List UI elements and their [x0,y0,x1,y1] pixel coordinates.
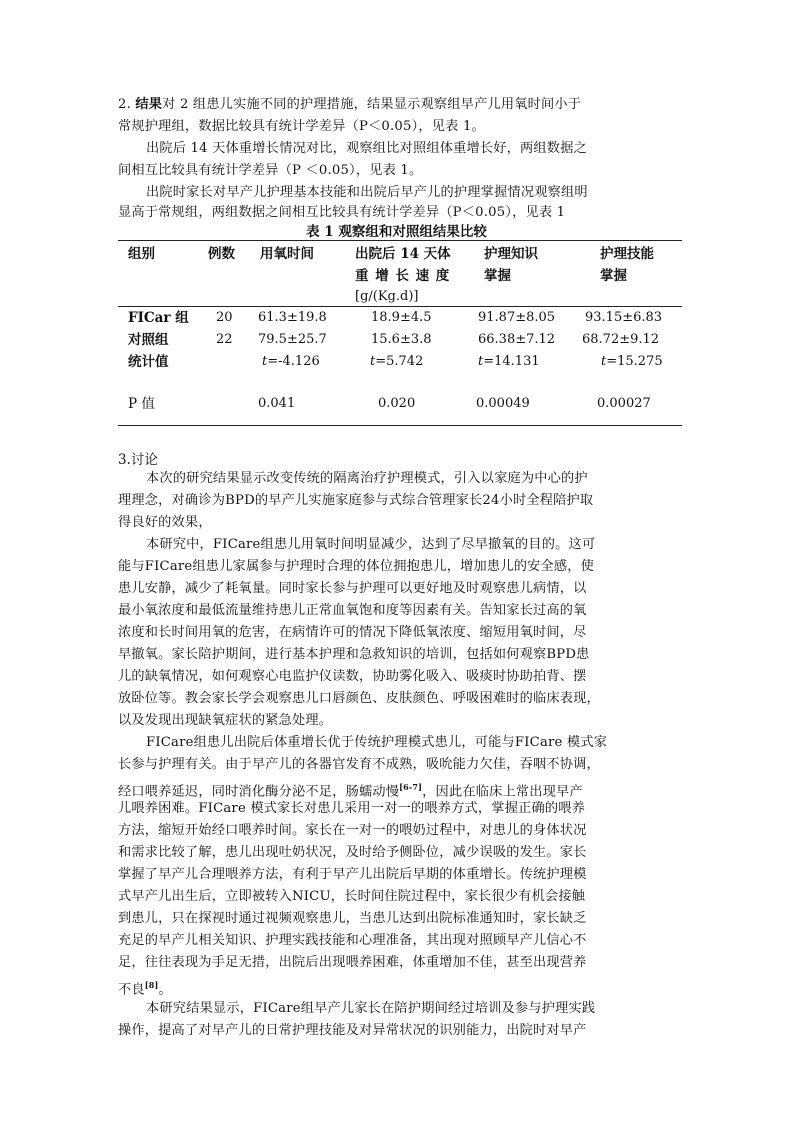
header-weight-line-2: 重 增 长 速 度 [355,268,451,284]
table-cell-count: 20 [216,310,233,325]
table-cell-group: P 值 [128,396,155,412]
t-value: =14.131 [483,354,540,369]
t-symbol: t [601,354,607,369]
header-knowledge-line-1: 护理知识 [484,246,538,262]
table-cell-weight: 15.6±3.8 [371,332,432,347]
table-cell-skill-t [601,351,663,373]
t-symbol: t [478,354,484,369]
discussion-line: 儿喂养困难。FICare 模式家长对患儿采用一对一的喂养方式，掌握正确的喂养 [118,801,586,816]
discussion-text: 。 [158,982,172,998]
discussion-line: 放卧位等。教会家长学会观察患儿口唇颜色、皮肤颜色、呼吸困难时的临床表现， [118,691,600,706]
results-line-6: 显高于常规组，两组数据之间相互比较具有统计学差异（P＜0.05），见表 1 [118,205,566,220]
t-value: =5.742 [375,354,424,369]
discussion-line: 足，往往表现为手足无措，出院后出现喂养困难，体重增加不佳，甚至出现营养 [118,955,587,970]
header-oxygen-time: 用氧时间 [260,246,314,262]
discussion-line: 理理念，对确诊为BPD的早产儿实施家庭参与式综合管理家长24小时全程陪护取 [118,493,594,508]
table-cell-weight-t [370,351,423,373]
table-top-rule [118,240,682,241]
header-skill-line-1: 护理技能 [600,246,654,262]
citation-6-7: [6-7] [399,782,423,792]
table-cell-oxygen-t [262,351,320,373]
table-cell-knowledge-t [478,351,540,373]
header-weight-line-1: 出院后 14 天体 [355,246,451,262]
header-skill-line-2: 掌握 [600,268,627,284]
discussion-line: 和需求比较了解，患儿出现吐奶状况，及时给予侧卧位，减少误吸的发生。家长 [118,845,587,860]
header-count: 例数 [208,246,235,262]
results-line-3: 出院后 14 天体重增长情况对比，观察组比对照组体重增长好，两组数据之 [146,141,587,156]
header-knowledge-line-2: 掌握 [484,268,511,284]
table-cell-weight-p: 0.020 [378,396,416,411]
t-value: =15.275 [606,354,663,369]
table-cell-oxygen: 79.5±25.7 [258,332,327,347]
results-heading: 结果 [135,97,163,112]
results-line-4: 间相互比较具有统计学差异（P ＜0.05），见表 1。 [118,163,423,178]
discussion-line: 最小氧浓度和最低流量维持患儿正常血氧饱和度等因素有关。告知家长过高的氧 [118,603,587,618]
discussion-line [118,976,172,999]
table-caption: 表 1 观察组和对照组结果比较 [306,224,487,240]
discussion-heading: 3.讨论 [118,452,158,468]
table-cell-group: 对照组 [128,332,169,348]
header-weight-unit: [g/(Kg.d)] [355,289,419,304]
t-symbol: t [370,354,376,369]
table-cell-skill: 68.72±9.12 [582,332,660,347]
table-cell-oxygen-p: 0.041 [258,396,296,411]
discussion-line: 能与FICare组患儿家属参与护理时合理的体位拥抱患儿，增加患儿的安全感，使 [118,559,595,574]
discussion-line: 充足的早产儿相关知识、护理实践技能和心理准备，其出现对照顾早产儿信心不 [118,933,587,948]
discussion-line: 操作，提高了对早产儿的日常护理技能及对异常状况的识别能力，出院时对早产 [118,1023,587,1038]
results-line-2: 常规护理组，数据比较具有统计学差异（P＜0.05），见表 1。 [118,119,485,134]
discussion-line: FICare组患儿出院后体重增长优于传统护理模式患儿，可能与FICare 模式家 [146,735,608,750]
discussion-line [118,778,583,801]
table-bottom-rule [118,425,682,426]
results-line-1 [118,96,581,114]
table-cell-group: FICar 组 [128,310,189,326]
discussion-line: 长参与护理有关。由于早产儿的各器官发育不成熟，吸吮能力欠佳，吞咽不协调， [118,757,600,772]
table-cell-group: 统计值 [128,354,169,370]
results-line-5: 出院时家长对早产儿护理基本技能和出院后早产儿的护理掌握情况观察组明 [146,185,588,200]
t-symbol: t [262,354,268,369]
discussion-line: 本研究中，FICare组患儿用氧时间明显减少，达到了尽早撤氧的目的。这可 [146,537,596,552]
table-cell-skill-p: 0.00027 [597,396,651,411]
discussion-line: 浓度和长时间用氧的危害，在病情许可的情况下降低氧浓度、缩短用氧时间，尽 [118,625,587,640]
discussion-line: 儿的缺氧情况，如何观察心电监护仪读数，协助雾化吸入、吸痰时协助拍背、摆 [118,669,587,684]
results-text: 对 2 组患儿实施不同的护理措施，结果显示观察组早产儿用氧时间小于 [162,97,582,112]
discussion-line: 掌握了早产儿合理喂养方法，有利于早产儿出院后早期的体重增长。传统护理模 [118,867,587,882]
discussion-line: 本次的研究结果显示改变传统的隔离治疗护理模式，引入以家庭为中心的护 [146,471,588,486]
discussion-line: 本研究结果显示，FICare组早产儿家长在陪护期间经过培训及参与护理实践 [146,1001,596,1016]
table-cell-skill: 93.15±6.83 [585,310,663,325]
discussion-line: 早撤氧。家长陪护期间，进行基本护理和急救知识的培训，包括如何观察BPD患 [118,647,590,662]
table-cell-oxygen: 61.3±19.8 [258,310,327,325]
table-cell-count: 22 [216,332,233,347]
discussion-text: ，因此在临床上常出现早产 [422,784,583,800]
discussion-line: 以及发现出现缺氧症状的紧急处理。 [118,713,333,728]
discussion-line: 式早产儿出生后，立即被转入NICU，长时间住院过程中，家长很少有机会接触 [118,889,586,904]
table-cell-knowledge-p: 0.00049 [476,396,530,411]
header-group: 组别 [128,246,155,262]
t-value: =-4.126 [267,354,320,369]
table-cell-knowledge: 66.38±7.12 [478,332,556,347]
discussion-text: 经口喂养延迟，同时消化酶分泌不足，肠蠕动慢 [118,784,400,800]
table-cell-knowledge: 91.87±8.05 [478,310,556,325]
discussion-line: 方法，缩短开始经口喂养时间。家长在一对一的喂奶过程中，对患儿的身体状况 [118,823,587,838]
discussion-line: 到患儿，只在探视时通过视频观察患儿，当患儿达到出院标准通知时，家长缺乏 [118,911,587,926]
results-heading-number: 2. [118,97,131,112]
discussion-line: 得良好的效果， [118,515,212,530]
discussion-line: 患儿安静，减少了耗氧量。同时家长参与护理可以更好地及时观察患儿病情，以 [118,581,587,596]
table-cell-weight: 18.9±4.5 [371,310,432,325]
discussion-text: 不良 [118,982,145,998]
citation-8: [8] [144,980,159,990]
